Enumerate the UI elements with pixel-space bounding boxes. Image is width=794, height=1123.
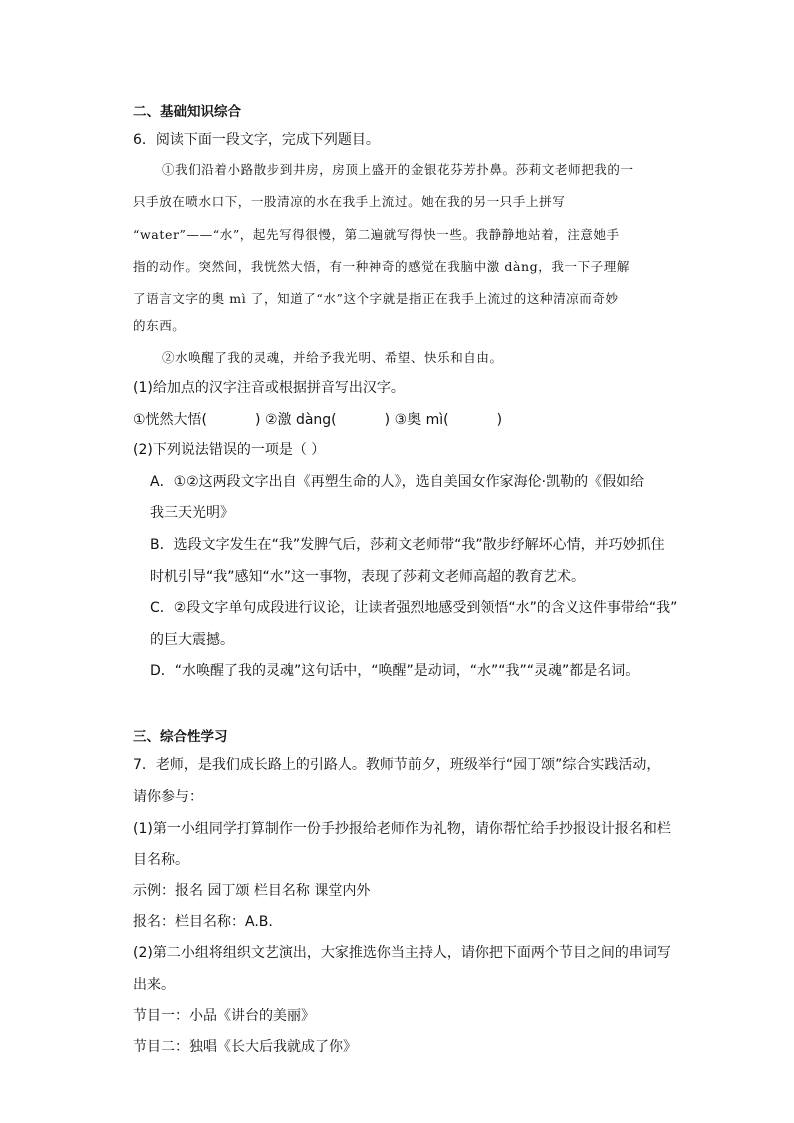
item-a-close: ) [255,412,261,428]
option-d-line-1: D．“水唤醒了我的灵魂”这句话中，“唤醒”是动词，“水”“我”“灵魂”都是名词。 [150,663,640,679]
q7-sub1-line-2: 目名称。 [133,852,189,868]
question-7-line-2: 请你参与： [133,789,203,805]
item-b-label: ②激 dàng( [264,412,337,428]
answer-line: 报名：栏目名称：A.B. [133,914,273,930]
passage-line-7: ②水唤醒了我的灵魂，并给予我光明、希望、快乐和自由。 [162,350,503,365]
passage-line-3: “water”——“水”，起先写得很慢，第二遍就写得快一些。我静静地站着，注意她手 [133,227,620,242]
item-b-close: ) [384,412,391,428]
program-2: 节目二：独唱《长大后我就成了你》 [133,1039,357,1055]
option-c-line-1: C．②段文字单句成段进行议论，让读者强烈地感受到领悟“水”的含义这件事带给“我” [150,600,678,616]
option-c-line-2: 的巨大震撼。 [150,632,234,648]
passage-line-2: 只手放在喷水口下，一股清凉的水在我手上流过。她在我的另一只手上拼写 [133,194,566,209]
question-6-stem: 6．阅读下面一段文字，完成下列题目。 [133,132,380,148]
example-line: 示例：报名 园丁颂 栏目名称 课堂内外 [133,883,371,899]
option-a-line-2: 我三天光明》 [150,505,234,521]
item-c-close: ) [496,412,503,428]
sub-question-1-items [133,410,502,430]
section-3-title: 三、综合性学习 [133,729,228,745]
program-1: 节目一：小品《讲台的美丽》 [133,1008,315,1024]
section-2-title: 二、基础知识综合 [133,104,241,120]
sub-question-1: (1)给加点的汉字注音或根据拼音写出汉字。 [133,380,405,396]
passage-line-1: ①我们沿着小路散步到井房，房顶上盛开的金银花芬芳扑鼻。莎莉文老师把我的一 [162,162,634,177]
passage-line-4: 指的动作。突然间，我恍然大悟，有一种神奇的感觉在我脑中激 dàng，我一下子理解 [133,259,630,274]
sub-question-2: (2)下列说法错误的一项是（ ） [133,442,326,458]
option-b-line-2: 时机引导“我”感知“水”这一事物，表现了莎莉文老师高超的教育艺术。 [150,569,586,585]
passage-line-5: 了语言文字的奥 mì 了，知道了“水”这个字就是指正在我手上流过的这种清凉而奇妙 [133,291,619,306]
passage-line-6: 的东西。 [133,318,186,333]
item-a-label: ①恍然大悟( [133,412,208,428]
q7-sub1-line-1: (1)第一小组同学打算制作一份手抄报给老师作为礼物，请你帮忙给手抄报设计报名和栏 [133,821,671,837]
question-7-line-1: 7．老师，是我们成长路上的引路人。教师节前夕，班级举行“园丁颂”综合实践活动， [133,757,661,773]
option-b-line-1: B．选段文字发生在“我”发脾气后，莎莉文老师带“我”散步纾解坏心情，并巧妙抓住 [150,537,665,553]
item-c-label: ③奥 mì( [394,412,449,428]
q7-sub2-line-1: (2)第二小组将组织文艺演出，大家推选你当主持人，请你把下面两个节目之间的串词写 [133,945,671,961]
option-a-line-1: A．①②这两段文字出自《再塑生命的人》，选自美国女作家海伦·凯勒的《假如给 [150,474,645,490]
q7-sub2-line-2: 出来。 [133,977,175,993]
